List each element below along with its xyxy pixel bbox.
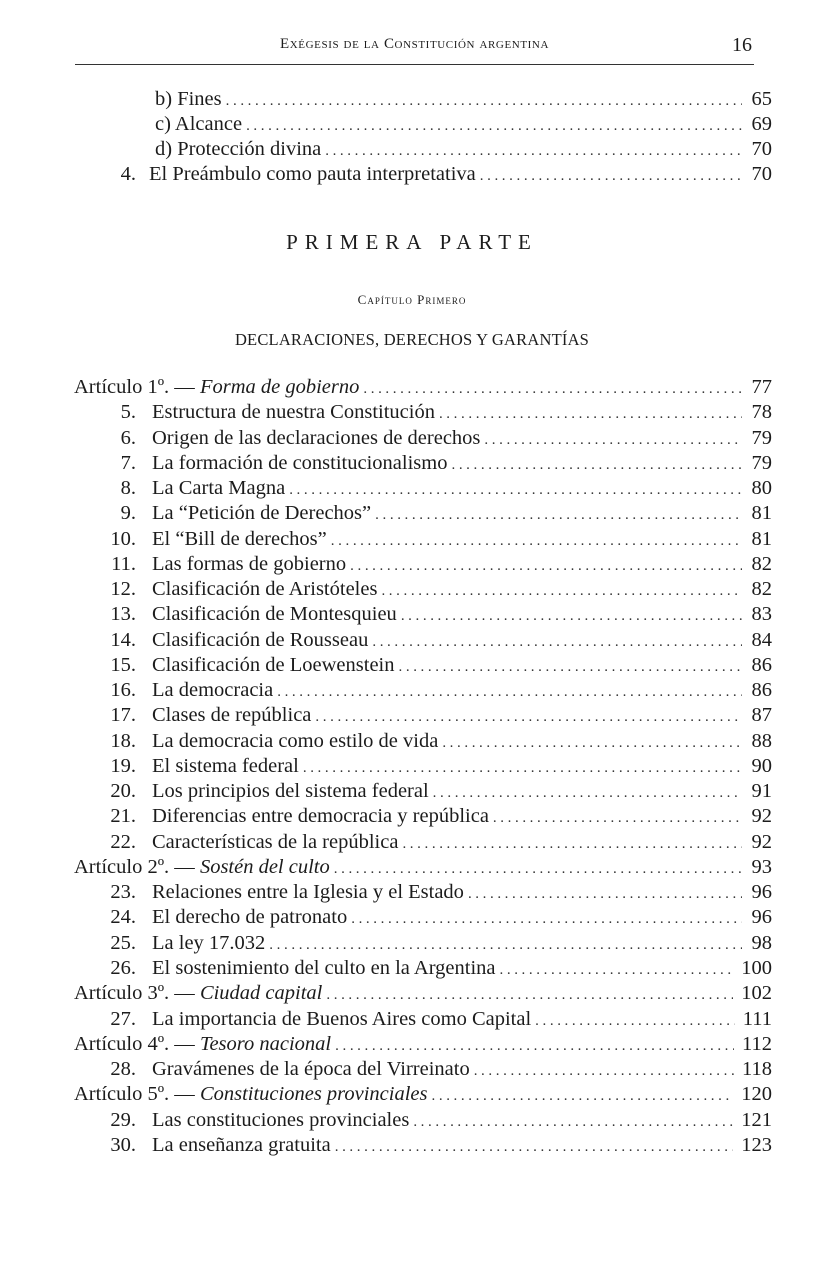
- toc-entry: [155, 111, 772, 137]
- entry-number: 10.: [110, 528, 136, 550]
- toc-entry: [100, 1006, 772, 1032]
- article-title: Tesoro nacional: [199, 1033, 332, 1055]
- entry-title: La enseñanza gratuita: [152, 1134, 331, 1156]
- dot-leader: [375, 502, 742, 528]
- article-prefix: Artículo 3º. —: [74, 982, 200, 1004]
- entry-number: 14.: [110, 629, 136, 651]
- toc-entry: [100, 1056, 772, 1082]
- entry-title: La Carta Magna: [152, 477, 286, 499]
- article-prefix: Artículo 4º. —: [74, 1033, 200, 1055]
- entry-page: 92: [751, 831, 772, 853]
- entry-page: 102: [741, 982, 772, 1004]
- entry-number: 22.: [110, 831, 136, 853]
- running-header: [75, 34, 754, 65]
- toc-entry: [155, 86, 772, 112]
- dot-leader: [480, 163, 742, 189]
- dot-leader: [493, 805, 742, 831]
- entry-title: La democracia como estilo de vida: [152, 730, 439, 752]
- entry-page: 96: [751, 881, 772, 903]
- entry-page: 88: [751, 730, 772, 752]
- entry-number: 16.: [110, 679, 136, 701]
- entry-page: 87: [751, 704, 772, 726]
- toc-entry: [100, 1132, 772, 1158]
- toc-entry: [100, 399, 772, 425]
- entry-title: Las formas de gobierno: [152, 553, 347, 575]
- entry-page: 78: [751, 401, 772, 423]
- entry-page: 86: [751, 679, 772, 701]
- entry-title: Clasificación de Rousseau: [152, 629, 369, 651]
- article-entry: [74, 854, 772, 880]
- entry-page: 123: [741, 1134, 772, 1156]
- article-entry: [74, 1081, 772, 1107]
- article-entry: [74, 1031, 772, 1057]
- entry-title: La formación de constitucionalismo: [152, 452, 448, 474]
- toc-entry: [100, 576, 772, 602]
- entry-number: 24.: [110, 906, 136, 928]
- toc-entry: [100, 450, 772, 476]
- toc-entry: [100, 753, 772, 779]
- entry-number: 9.: [120, 502, 136, 524]
- toc-entry: [100, 652, 772, 678]
- toc-entry: [100, 955, 772, 981]
- entry-title: Gravámenes de la época del Virreinato: [152, 1058, 470, 1080]
- entry-page: 81: [751, 502, 772, 524]
- entry-title: Origen de las declaraciones de derechos: [152, 427, 481, 449]
- entry-page: 111: [742, 1008, 772, 1030]
- entry-number: 23.: [110, 881, 136, 903]
- toc-entry: [100, 1107, 772, 1133]
- toc-entry: [100, 601, 772, 627]
- entry-number: 6.: [120, 427, 136, 449]
- toc-entry: [100, 526, 772, 552]
- entry-page: 96: [751, 906, 772, 928]
- entry-page: 70: [751, 163, 772, 185]
- toc-entry: [100, 728, 772, 754]
- entry-title: El Preámbulo como pauta interpretativa: [149, 163, 476, 185]
- dot-leader: [439, 401, 742, 427]
- toc-entry: [155, 136, 772, 162]
- toc-entry: [100, 904, 772, 930]
- dot-leader: [401, 603, 742, 629]
- page-number: 16: [732, 34, 752, 56]
- entry-page: 80: [751, 477, 772, 499]
- entry-number: 28.: [110, 1058, 136, 1080]
- entry-number: 7.: [120, 452, 136, 474]
- toc-entry: [100, 475, 772, 501]
- entry-page: 70: [751, 138, 772, 160]
- entry-page: 84: [751, 629, 772, 651]
- toc-entry: [100, 879, 772, 905]
- entry-page: 79: [751, 452, 772, 474]
- entry-title: El derecho de patronato: [152, 906, 348, 928]
- dot-leader: [335, 1134, 734, 1160]
- article-title: Ciudad capital: [199, 982, 323, 1004]
- entry-page: 92: [751, 805, 772, 827]
- toc-entry: [100, 677, 772, 703]
- entry-number: 27.: [110, 1008, 136, 1030]
- entry-page: 112: [742, 1033, 772, 1055]
- chapter-title: Capítulo Primero: [357, 292, 467, 307]
- entry-page: 81: [751, 528, 772, 550]
- entry-title: Estructura de nuestra Constitución: [152, 401, 435, 423]
- entry-number: 19.: [110, 755, 136, 777]
- entry-title: Clases de república: [152, 704, 312, 726]
- entry-number: 20.: [110, 780, 136, 802]
- toc-entry: [100, 500, 772, 526]
- article-title: Sostén del culto: [199, 856, 330, 878]
- dot-leader: [432, 1083, 734, 1109]
- entry-title: El “Bill de derechos”: [152, 528, 327, 550]
- toc-entry: [100, 551, 772, 577]
- entry-number: 4.: [120, 163, 136, 185]
- entry-page: 121: [741, 1109, 772, 1131]
- section-title: DECLARACIONES, DERECHOS Y GARANTÍAS: [234, 330, 590, 349]
- article-entry: [74, 980, 772, 1006]
- toc-entry: [100, 803, 772, 829]
- entry-title: La ley 17.032: [152, 932, 266, 954]
- part-title: PRIMERA PARTE: [286, 230, 538, 254]
- entry-page: 82: [751, 553, 772, 575]
- article-title: Constituciones provinciales: [199, 1083, 428, 1105]
- entry-title: d) Protección divina: [155, 138, 322, 160]
- entry-number: 15.: [110, 654, 136, 676]
- entry-title: La “Petición de Derechos”: [152, 502, 372, 524]
- entry-page: 100: [741, 957, 772, 979]
- entry-title: [74, 1031, 331, 1057]
- entry-title: c) Alcance: [155, 113, 243, 135]
- entry-page: 98: [751, 932, 772, 954]
- entry-page: 90: [751, 755, 772, 777]
- entry-page: 86: [751, 654, 772, 676]
- entry-number: 17.: [110, 704, 136, 726]
- toc-entry: [100, 930, 772, 956]
- entry-number: 21.: [110, 805, 136, 827]
- toc-entry: [100, 829, 772, 855]
- entry-page: 83: [751, 603, 772, 625]
- entry-page: 118: [742, 1058, 772, 1080]
- dot-leader: [351, 906, 742, 932]
- entry-title: El sistema federal: [152, 755, 299, 777]
- entry-number: 13.: [110, 603, 136, 625]
- toc-entry: [100, 425, 772, 451]
- entry-title: Clasificación de Aristóteles: [152, 578, 378, 600]
- entry-title: Relaciones entre la Iglesia y el Estado: [152, 881, 464, 903]
- running-title: Exégesis de la Constitución argentina: [279, 36, 549, 52]
- entry-title: [74, 374, 359, 400]
- entry-page: 91: [751, 780, 772, 802]
- entry-title: La democracia: [152, 679, 274, 701]
- entry-page: 93: [751, 856, 772, 878]
- article-prefix: Artículo 5º. —: [74, 1083, 200, 1105]
- entry-title: [74, 854, 330, 880]
- entry-title: Clasificación de Montesquieu: [152, 603, 397, 625]
- article-prefix: Artículo 1º. —: [74, 376, 200, 398]
- article-entry: [74, 374, 772, 400]
- toc-entry: [100, 778, 772, 804]
- entry-number: 5.: [120, 401, 136, 423]
- entry-page: 120: [741, 1083, 772, 1105]
- entry-title: Los principios del sistema federal: [152, 780, 429, 802]
- entry-number: 29.: [110, 1109, 136, 1131]
- toc-entry: [100, 702, 772, 728]
- entry-page: 79: [751, 427, 772, 449]
- entry-title: Diferencias entre democracia y república: [152, 805, 489, 827]
- entry-title: La importancia de Buenos Aires como Capital: [152, 1008, 532, 1030]
- article-prefix: Artículo 2º. —: [74, 856, 200, 878]
- dot-leader: [326, 982, 733, 1008]
- toc-entry: [100, 627, 772, 653]
- entry-page: 69: [751, 113, 772, 135]
- entry-number: 8.: [120, 477, 136, 499]
- entry-title: b) Fines: [155, 88, 222, 110]
- entry-page: 65: [751, 88, 772, 110]
- dot-leader: [315, 704, 742, 730]
- entry-number: 11.: [111, 553, 136, 575]
- entry-number: 30.: [110, 1134, 136, 1156]
- entry-title: Clasificación de Loewenstein: [152, 654, 395, 676]
- entry-number: 18.: [110, 730, 136, 752]
- entry-title: El sostenimiento del culto en la Argentina: [152, 957, 496, 979]
- entry-number: 25.: [110, 932, 136, 954]
- entry-page: 82: [751, 578, 772, 600]
- toc-entry: [110, 161, 772, 187]
- entry-title: [74, 1081, 428, 1107]
- entry-title: Características de la república: [152, 831, 399, 853]
- entry-number: 26.: [110, 957, 136, 979]
- entry-title: [74, 980, 322, 1006]
- article-title: Forma de gobierno: [199, 376, 360, 398]
- entry-title: Las constituciones provinciales: [152, 1109, 410, 1131]
- entry-number: 12.: [110, 578, 136, 600]
- entry-page: 77: [751, 376, 772, 398]
